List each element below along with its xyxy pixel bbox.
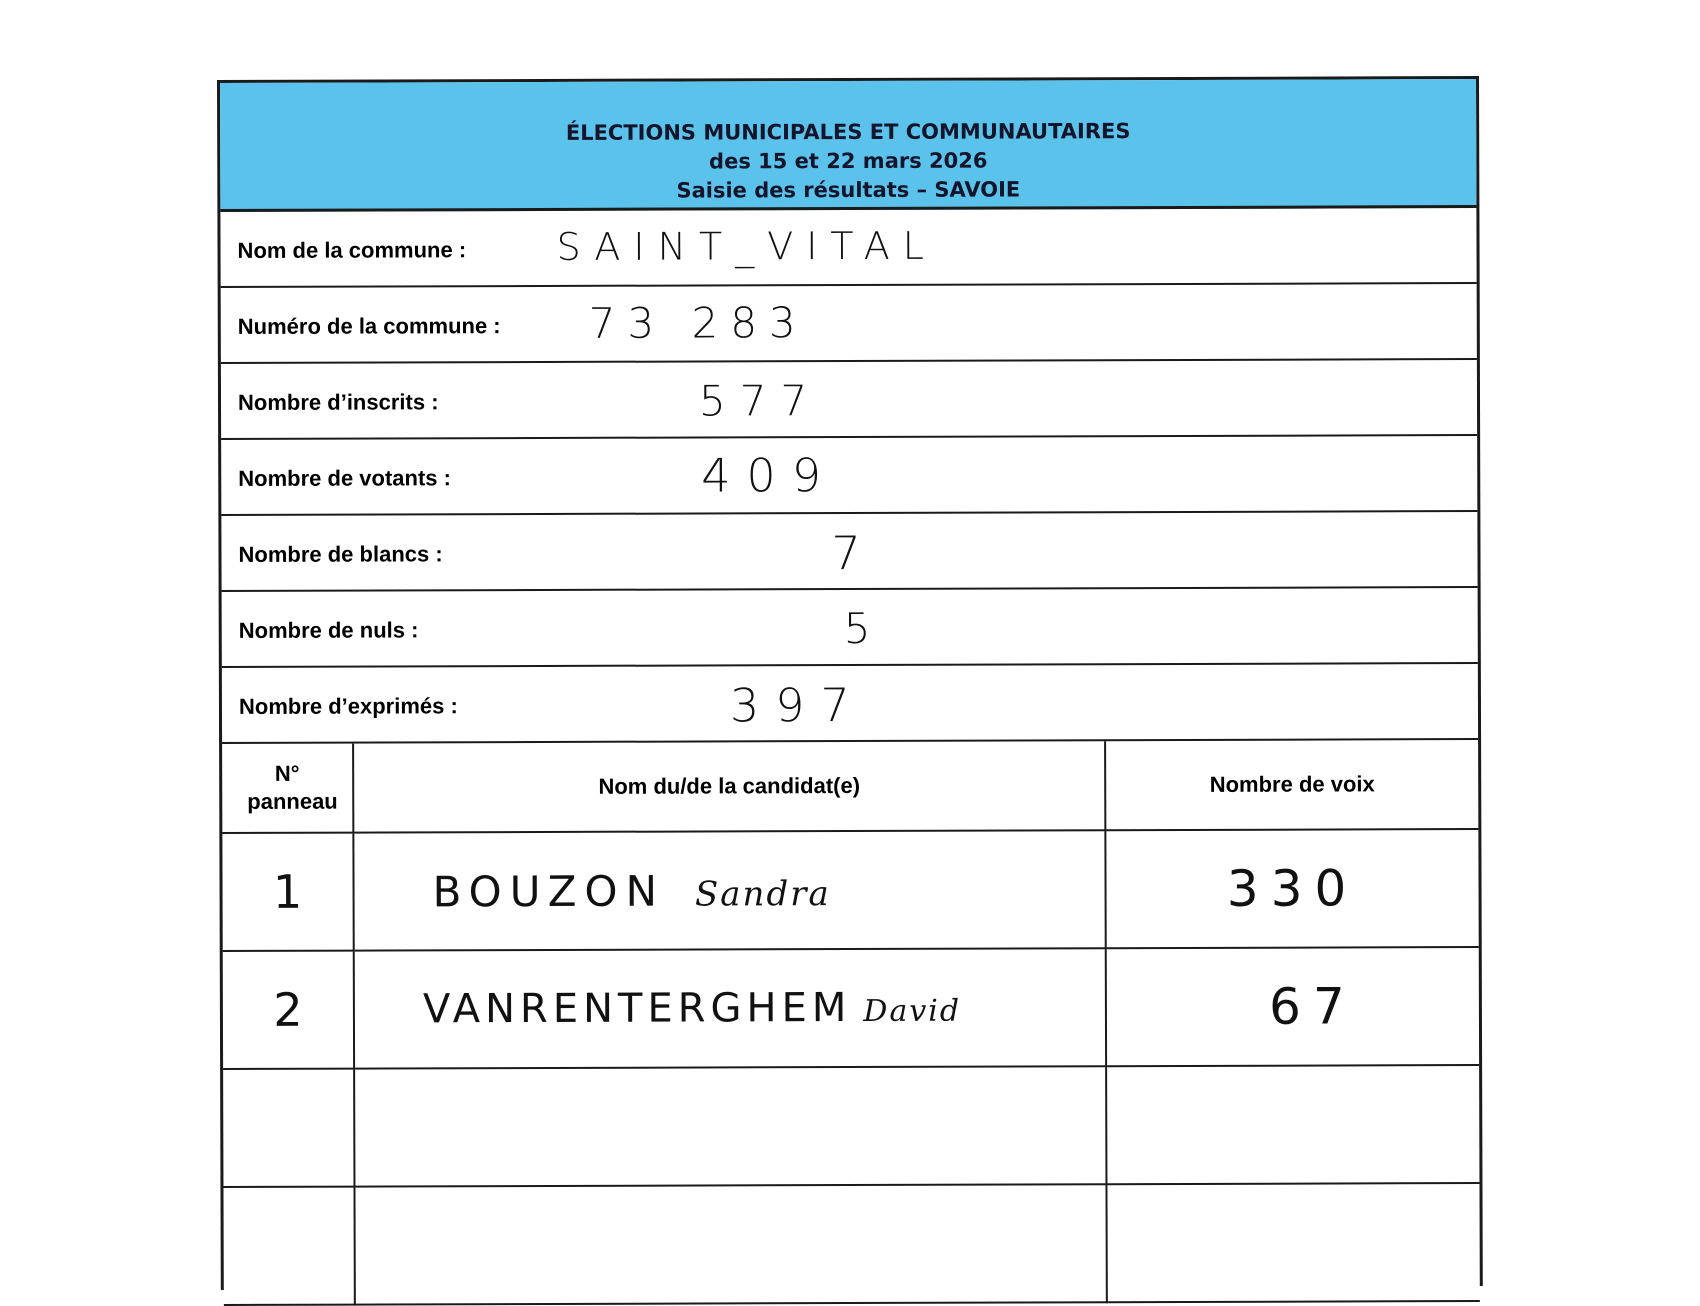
col-header-name: Nom du/de la candidat(e): [353, 741, 1105, 832]
panel-number: 2: [223, 951, 354, 1069]
field-registered: [221, 360, 1477, 440]
commune-number-value: 73 283: [588, 298, 808, 348]
field-label: Nombre d’inscrits :: [237, 389, 439, 415]
field-null: [222, 588, 1478, 668]
field-voters: [221, 436, 1477, 516]
candidate-name: [354, 1184, 1106, 1304]
field-blank: [221, 512, 1477, 592]
header-dates: des 15 et 22 mars 2026: [709, 148, 988, 174]
panel-number: [223, 1187, 354, 1305]
header-subtitle: Saisie des résultats – SAVOIE: [676, 177, 1021, 203]
candidate-firstname: David: [863, 993, 962, 1029]
table-header-row: [222, 740, 1478, 833]
null-value: 5: [843, 603, 885, 654]
field-label: Nombre de blancs :: [238, 541, 443, 567]
table-row: [223, 1065, 1479, 1187]
vote-count: [1106, 1183, 1479, 1302]
candidate-name: [353, 830, 1105, 950]
field-commune-number: [221, 284, 1477, 364]
candidate-name: [354, 948, 1106, 1068]
panel-number: 1: [222, 833, 353, 951]
field-commune-name: [220, 208, 1476, 288]
header-title: ÉLECTIONS MUNICIPALES ET COMMUNAUTAIRES: [565, 119, 1131, 145]
results-form: [217, 76, 1483, 1290]
field-label: Numéro de la commune :: [237, 313, 501, 339]
expressed-value: 397: [729, 677, 866, 733]
field-label: Nombre de votants :: [238, 465, 451, 491]
field-label: Nom de la commune :: [237, 237, 467, 263]
candidate-lastname: VANRENTERGHEM: [422, 985, 852, 1033]
vote-count: 330: [1105, 829, 1478, 948]
field-expressed: [222, 664, 1478, 744]
commune-name-value: SAINT_VITAL: [556, 223, 937, 269]
candidates-table: [222, 740, 1480, 1306]
blank-value: 7: [831, 525, 875, 581]
registered-value: 577: [698, 376, 822, 426]
col-header-votes: Nombre de voix: [1105, 740, 1478, 830]
col-header-panel: N° panneau: [222, 744, 353, 833]
vote-count: [1106, 1065, 1479, 1184]
table-row: [223, 1183, 1479, 1305]
voters-value: 409: [701, 448, 838, 503]
candidate-name: [354, 1066, 1106, 1186]
candidate-firstname: Sandra: [694, 873, 831, 915]
field-label: Nombre d’exprimés :: [238, 693, 458, 719]
table-row: [222, 829, 1478, 951]
table-row: [223, 947, 1479, 1069]
candidate-lastname: BOUZON: [432, 866, 666, 916]
field-label: Nombre de nuls :: [238, 617, 419, 643]
panel-number: [223, 1069, 354, 1187]
form-header: [220, 79, 1476, 212]
vote-count: 67: [1106, 947, 1479, 1066]
